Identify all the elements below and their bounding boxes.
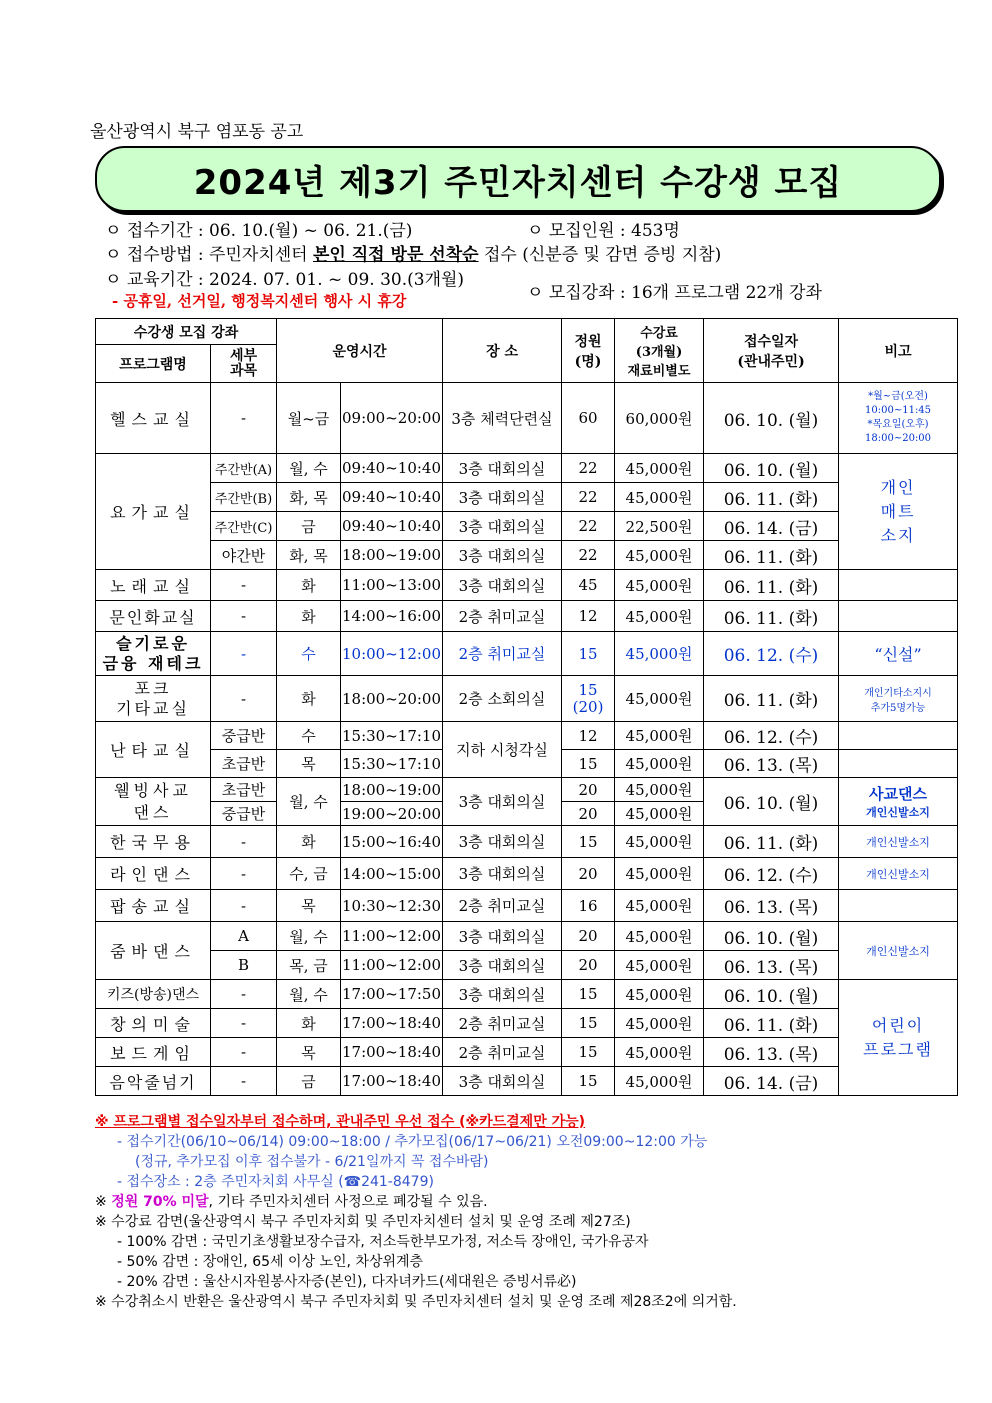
- place: 3층 대회의실: [443, 858, 562, 890]
- time: 14:00~16:00: [341, 601, 443, 632]
- table-row: [96, 980, 958, 1009]
- capacity: 20: [562, 951, 615, 980]
- time: 18:00~19:00: [341, 778, 443, 802]
- time: 11:00~13:00: [341, 570, 443, 601]
- time: 17:00~17:50: [341, 980, 443, 1009]
- note-mark: ※: [95, 1194, 112, 1210]
- note: [839, 778, 958, 826]
- days: 월~금: [277, 383, 341, 454]
- fee: 60,000원: [615, 383, 704, 454]
- notes-section: [95, 1112, 955, 1312]
- sub-course: -: [211, 601, 277, 632]
- time: 18:00~19:00: [341, 541, 443, 570]
- note-discount-50: - 50% 감면 : 장애인, 65세 이상 노인, 차상위계층: [117, 1254, 424, 1270]
- sub-course: 주간반(A): [211, 454, 277, 483]
- organization-label: 울산광역시 북구 염포동 공고: [90, 122, 304, 142]
- days: 수: [277, 722, 341, 750]
- program-name: 라인댄스: [96, 858, 211, 890]
- header-sub: 세부 과목: [211, 345, 277, 383]
- reg-date: 06. 13. (목): [704, 1038, 839, 1067]
- days: 월, 수: [277, 980, 341, 1009]
- table-row: [96, 826, 958, 858]
- note-line: 사교댄스: [869, 785, 928, 803]
- place: 3층 대회의실: [443, 778, 562, 826]
- program-name: 헬스교실: [96, 383, 211, 454]
- time: 19:00~20:00: [341, 802, 443, 826]
- fee: 45,000원: [615, 541, 704, 570]
- fee: 45,000원: [615, 890, 704, 922]
- program-name: 키즈(방송)댄스: [96, 980, 211, 1009]
- note-registration: ※ 프로그램별 접수일자부터 접수하며, 관내주민 우선 접수 (※카드결제만 가능): [95, 1114, 586, 1130]
- days: 수, 금: [277, 858, 341, 890]
- capacity: 45: [562, 570, 615, 601]
- program-name: 난타교실: [96, 722, 211, 778]
- program-name: 한국무용: [96, 826, 211, 858]
- place: 3층 대회의실: [443, 951, 562, 980]
- table-row: [96, 951, 958, 980]
- table-row: [96, 890, 958, 922]
- table-row: [96, 722, 958, 750]
- reg-date: 06. 12. (수): [704, 632, 839, 676]
- note: [839, 890, 958, 922]
- info-method: [105, 240, 721, 265]
- days: 화: [277, 676, 341, 722]
- capacity: 20: [562, 802, 615, 826]
- fee: 45,000원: [615, 601, 704, 632]
- days: 목: [277, 890, 341, 922]
- time: 09:00~20:00: [341, 383, 443, 454]
- fee: 45,000원: [615, 858, 704, 890]
- sub-course: -: [211, 1009, 277, 1038]
- sub-course: B: [211, 951, 277, 980]
- reg-date: 06. 11. (화): [704, 570, 839, 601]
- fee: 45,000원: [615, 1038, 704, 1067]
- days: 화: [277, 1009, 341, 1038]
- sub-course: -: [211, 826, 277, 858]
- program-name: 웰빙사교 댄스: [96, 778, 211, 826]
- capacity: 15: [562, 980, 615, 1009]
- note-line: 개인신발소지: [866, 806, 930, 819]
- note: [839, 570, 958, 601]
- reg-date: 06. 12. (수): [704, 858, 839, 890]
- sub-course: -: [211, 1067, 277, 1096]
- days: 목: [277, 750, 341, 778]
- capacity: 20: [562, 778, 615, 802]
- fee: 45,000원: [615, 1009, 704, 1038]
- program-name: 보드게임: [96, 1038, 211, 1067]
- reg-date: 06. 10. (월): [704, 980, 839, 1009]
- time: 17:00~18:40: [341, 1009, 443, 1038]
- fee: 45,000원: [615, 750, 704, 778]
- time: 18:00~20:00: [341, 676, 443, 722]
- sub-course: -: [211, 632, 277, 676]
- place: 3층 대회의실: [443, 570, 562, 601]
- time: 10:00~12:00: [341, 632, 443, 676]
- capacity: 15: [562, 826, 615, 858]
- fee: 45,000원: [615, 632, 704, 676]
- time: 15:30~17:10: [341, 750, 443, 778]
- time: 11:00~12:00: [341, 922, 443, 951]
- sub-course: 중급반: [211, 802, 277, 826]
- reg-date: 06. 11. (화): [704, 601, 839, 632]
- sub-course: -: [211, 858, 277, 890]
- info-edu: ㅇ 교육기간 : 2024. 07. 01. ~ 09. 30.(3개월): [105, 270, 465, 290]
- sub-course: -: [211, 676, 277, 722]
- days: 월, 수: [277, 454, 341, 483]
- note: 개인기타소지시 추가5명가능: [839, 676, 958, 722]
- course-table: [95, 318, 958, 1096]
- note: “신설”: [839, 632, 958, 676]
- reg-date: 06. 11. (화): [704, 676, 839, 722]
- sub-course: 초급반: [211, 778, 277, 802]
- table-row: [96, 570, 958, 601]
- table-row: [96, 1067, 958, 1096]
- info-method-bold: 본인 직접 방문 선착순: [313, 245, 479, 265]
- note: 개인신발소지: [839, 858, 958, 890]
- capacity: 15 (20): [562, 676, 615, 722]
- header-group: 수강생 모집 강좌: [96, 319, 277, 345]
- time: 17:00~18:40: [341, 1038, 443, 1067]
- place: 3층 대회의실: [443, 922, 562, 951]
- reg-date: 06. 10. (월): [704, 454, 839, 483]
- reg-date: 06. 13. (목): [704, 951, 839, 980]
- capacity: 12: [562, 722, 615, 750]
- program-name: 슬기로운 금융 재테크: [96, 632, 211, 676]
- days: 월, 수: [277, 778, 341, 826]
- program-name: 요가교실: [96, 454, 211, 570]
- time: 15:00~16:40: [341, 826, 443, 858]
- capacity: 15: [562, 1067, 615, 1096]
- fee: 45,000원: [615, 778, 704, 802]
- reg-date: 06. 13. (목): [704, 750, 839, 778]
- info-holiday: - 공휴일, 선거일, 행정복지센터 행사 시 휴강: [112, 292, 407, 310]
- note-registration-place: - 접수장소 : 2층 주민자치회 사무실 (☎241-8479): [117, 1174, 434, 1190]
- place: 3층 체력단련실: [443, 383, 562, 454]
- sub-course: 야간반: [211, 541, 277, 570]
- reg-date: 06. 10. (월): [704, 922, 839, 951]
- program-name: 창의미술: [96, 1009, 211, 1038]
- place: 2층 취미교실: [443, 1009, 562, 1038]
- capacity: 20: [562, 922, 615, 951]
- fee: 45,000원: [615, 922, 704, 951]
- note-cancel-condition: [95, 1192, 955, 1212]
- reg-date: 06. 12. (수): [704, 722, 839, 750]
- header-program: 프로그램명: [96, 345, 211, 383]
- reg-date: 06. 13. (목): [704, 890, 839, 922]
- sub-course: 주간반(C): [211, 512, 277, 541]
- table-row: [96, 541, 958, 570]
- sub-course: -: [211, 383, 277, 454]
- days: 목: [277, 1038, 341, 1067]
- table-row: [96, 632, 958, 676]
- note: [839, 601, 958, 632]
- time: 09:40~10:40: [341, 454, 443, 483]
- table-row: [96, 512, 958, 541]
- capacity: 15: [562, 632, 615, 676]
- place: 3층 대회의실: [443, 1067, 562, 1096]
- sub-course: 중급반: [211, 722, 277, 750]
- fee: 45,000원: [615, 570, 704, 601]
- capacity: 15: [562, 1038, 615, 1067]
- sub-course: 주간반(B): [211, 483, 277, 512]
- table-row: [96, 1009, 958, 1038]
- place: 3층 대회의실: [443, 512, 562, 541]
- note-highlight: 정원 70% 미달: [111, 1194, 209, 1210]
- fee: 45,000원: [615, 454, 704, 483]
- fee: 45,000원: [615, 483, 704, 512]
- days: 금: [277, 512, 341, 541]
- program-name: 팝송교실: [96, 890, 211, 922]
- note: [839, 750, 958, 778]
- info-method-pre: ㅇ 접수방법 : 주민자치센터: [105, 245, 313, 265]
- capacity: 15: [562, 1009, 615, 1038]
- reg-date: 06. 11. (화): [704, 541, 839, 570]
- time: 15:30~17:10: [341, 722, 443, 750]
- program-name: 음악줄넘기: [96, 1067, 211, 1096]
- days: 금: [277, 1067, 341, 1096]
- header-date: 접수일자 (관내주민): [704, 319, 839, 383]
- capacity: 22: [562, 541, 615, 570]
- info-method-post: 접수 (신분증 및 감면 증빙 지참): [478, 245, 722, 265]
- header-fee: 수강료 (3개월) 재료비별도: [615, 319, 704, 383]
- days: 수: [277, 632, 341, 676]
- days: 화: [277, 826, 341, 858]
- sub-course: -: [211, 980, 277, 1009]
- sub-course: 초급반: [211, 750, 277, 778]
- time: 14:00~15:00: [341, 858, 443, 890]
- sub-course: -: [211, 570, 277, 601]
- time: 11:00~12:00: [341, 951, 443, 980]
- info-period: ㅇ 접수기간 : 06. 10.(월) ~ 06. 21.(금): [105, 221, 413, 241]
- days: 목, 금: [277, 951, 341, 980]
- days: 월, 수: [277, 922, 341, 951]
- note: [839, 722, 958, 750]
- reg-date: 06. 10. (월): [704, 383, 839, 454]
- note-registration-deadline: (정규, 추가모집 이후 접수불가 - 6/21일까지 꼭 접수바람): [135, 1154, 489, 1170]
- fee: 45,000원: [615, 980, 704, 1009]
- fee: 45,000원: [615, 951, 704, 980]
- days: 화, 목: [277, 483, 341, 512]
- place: 3층 대회의실: [443, 483, 562, 512]
- table-row: [96, 383, 958, 454]
- reg-date: 06. 11. (화): [704, 483, 839, 512]
- page-title: 2024년 제3기 주민자치센터 수강생 모집: [95, 146, 941, 212]
- sub-course: -: [211, 890, 277, 922]
- fee: 45,000원: [615, 722, 704, 750]
- header-time: 운영시간: [277, 319, 443, 383]
- info-count: ㅇ 모집인원 : 453명: [527, 221, 680, 241]
- time: 10:30~12:30: [341, 890, 443, 922]
- table-row: [96, 601, 958, 632]
- note-discount-100: - 100% 감면 : 국민기초생활보장수급자, 저소득한부모가정, 저소득 장애인, 국가유공자: [117, 1234, 649, 1250]
- place: 3층 대회의실: [443, 454, 562, 483]
- place: 2층 취미교실: [443, 632, 562, 676]
- time: 09:40~10:40: [341, 483, 443, 512]
- note-discount: ※ 수강료 감면(울산광역시 북구 주민자치회 및 주민자치센터 설치 및 운영 조례 제27조): [95, 1214, 631, 1230]
- sub-course: A: [211, 922, 277, 951]
- table-row: [96, 1038, 958, 1067]
- program-name: 줌바댄스: [96, 922, 211, 980]
- place: 3층 대회의실: [443, 826, 562, 858]
- reg-date: 06. 10. (월): [704, 778, 839, 826]
- info-courses: ㅇ 모집강좌 : 16개 프로그램 22개 강좌: [527, 283, 822, 303]
- sub-course: -: [211, 1038, 277, 1067]
- table-row: [96, 922, 958, 951]
- note-discount-20: - 20% 감면 : 울산시자원봉사자증(본인), 다자녀카드(세대원은 증빙서류必): [117, 1274, 577, 1290]
- note-registration-period: - 접수기간(06/10~06/14) 09:00~18:00 / 추가모집(06/17~06/21) 오전09:00~12:00 가능: [117, 1134, 708, 1150]
- note: 개인 매트 소지: [839, 454, 958, 570]
- capacity: 22: [562, 483, 615, 512]
- place: 2층 취미교실: [443, 601, 562, 632]
- reg-date: 06. 14. (금): [704, 1067, 839, 1096]
- fee: 45,000원: [615, 802, 704, 826]
- fee: 45,000원: [615, 1067, 704, 1096]
- fee: 45,000원: [615, 676, 704, 722]
- note: 개인신발소지: [839, 826, 958, 858]
- time: 17:00~18:40: [341, 1067, 443, 1096]
- place: 3층 대회의실: [443, 980, 562, 1009]
- note-rest: , 기타 주민자치센터 사정으로 폐강될 수 있음.: [208, 1194, 488, 1210]
- note: 개인신발소지: [839, 922, 958, 980]
- capacity: 15: [562, 750, 615, 778]
- place: 2층 취미교실: [443, 1038, 562, 1067]
- table-row: [96, 483, 958, 512]
- program-name: 문인화교실: [96, 601, 211, 632]
- header-place: 장 소: [443, 319, 562, 383]
- days: 화: [277, 601, 341, 632]
- capacity: 22: [562, 454, 615, 483]
- program-name: 노래교실: [96, 570, 211, 601]
- note: *월~금(오전) 10:00~11:45 *목요일(오후) 18:00~20:00: [839, 383, 958, 454]
- reg-date: 06. 11. (화): [704, 1009, 839, 1038]
- table-row: [96, 454, 958, 483]
- header-capacity: 정원 (명): [562, 319, 615, 383]
- place: 3층 대회의실: [443, 541, 562, 570]
- capacity: 16: [562, 890, 615, 922]
- place: 지하 시청각실: [443, 722, 562, 778]
- reg-date: 06. 11. (화): [704, 826, 839, 858]
- table-row: [96, 676, 958, 722]
- capacity: 22: [562, 512, 615, 541]
- capacity: 20: [562, 858, 615, 890]
- table-row: [96, 778, 958, 802]
- capacity: 12: [562, 601, 615, 632]
- capacity: 60: [562, 383, 615, 454]
- note: 어린이 프로그램: [839, 980, 958, 1096]
- note-refund: ※ 수강취소시 반환은 울산광역시 북구 주민자치회 및 주민자치센터 설치 및 운영 조례 제28조2에 의거함.: [95, 1294, 737, 1310]
- place: 2층 취미교실: [443, 890, 562, 922]
- program-name: 포크 기타교실: [96, 676, 211, 722]
- days: 화, 목: [277, 541, 341, 570]
- reg-date: 06. 14. (금): [704, 512, 839, 541]
- time: 09:40~10:40: [341, 512, 443, 541]
- table-row: [96, 858, 958, 890]
- fee: 45,000원: [615, 826, 704, 858]
- place: 2층 소회의실: [443, 676, 562, 722]
- header-note: 비고: [839, 319, 958, 383]
- days: 화: [277, 570, 341, 601]
- fee: 22,500원: [615, 512, 704, 541]
